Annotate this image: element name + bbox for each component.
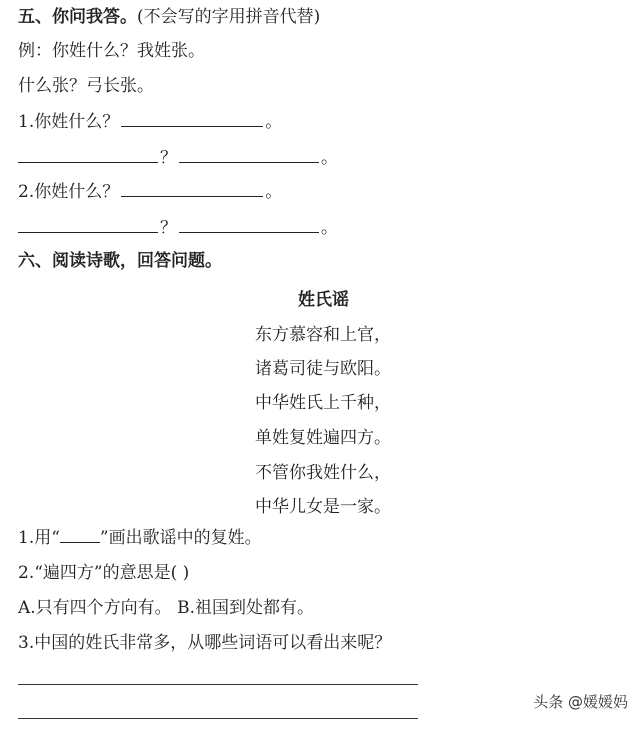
- answer-blank-2a[interactable]: [121, 180, 263, 197]
- poem-line: 诸葛司徒与欧阳。: [255, 359, 391, 379]
- answer-blank-1b[interactable]: [18, 146, 158, 163]
- poem-question-1-suffix: ”画出歌谣中的复姓。: [99, 528, 262, 548]
- answer-line-1[interactable]: [18, 684, 418, 685]
- section5-hint: (不会写的字用拼音代替): [137, 7, 321, 27]
- question-2-row: [18, 180, 282, 203]
- poem-question-3: 3.中国的姓氏非常多，从哪些词语可以看出来呢？: [18, 633, 392, 653]
- question-1-label: 1.你姓什么？: [18, 112, 120, 132]
- question-mark-1: ？: [160, 148, 177, 168]
- question-1-followup-row: [18, 146, 338, 169]
- section6-title: 六、阅读诗歌，回答问题。: [18, 251, 222, 271]
- poem-question-2: 2.“遍四方”的意思是( ): [18, 563, 190, 583]
- question-1-row: [18, 110, 282, 133]
- poem-line: 单姓复姓遍四方。: [255, 428, 391, 448]
- answer-line-2[interactable]: [18, 718, 418, 719]
- section5-title: 五、你问我答。: [18, 7, 137, 27]
- poem-line: 东方慕容和上官，: [255, 325, 391, 345]
- poem-question-2-options: A.只有四个方向有。 B.祖国到处都有。: [18, 598, 314, 618]
- question-2-followup-row: [18, 216, 338, 239]
- poem-question-1: [18, 527, 262, 549]
- poem-line: 不管你我姓什么，: [255, 463, 391, 483]
- poem-question-1-prefix: 1.用“: [18, 528, 60, 548]
- period-2: 。: [265, 182, 283, 202]
- question-mark-2: ？: [160, 218, 177, 238]
- underline-sample: [60, 528, 100, 543]
- poem-title: 姓氏谣: [298, 290, 349, 310]
- example-line-1: 例：你姓什么？我姓张。: [18, 41, 205, 61]
- example-line-2: 什么张？弓长张。: [18, 76, 154, 96]
- answer-blank-1c[interactable]: [179, 146, 319, 163]
- poem-line: 中华姓氏上千种，: [255, 393, 391, 413]
- period-1: 。: [265, 112, 283, 132]
- section5-heading: [18, 6, 320, 28]
- period-2b: 。: [321, 218, 338, 238]
- answer-blank-2b[interactable]: [18, 216, 158, 233]
- answer-blank-1a[interactable]: [121, 110, 263, 127]
- question-2-label: 2.你姓什么？: [18, 182, 120, 202]
- period-1b: 。: [321, 148, 338, 168]
- answer-blank-2c[interactable]: [179, 216, 319, 233]
- watermark: 头条 @媛媛妈: [533, 693, 628, 711]
- poem-line: 中华儿女是一家。: [255, 497, 391, 517]
